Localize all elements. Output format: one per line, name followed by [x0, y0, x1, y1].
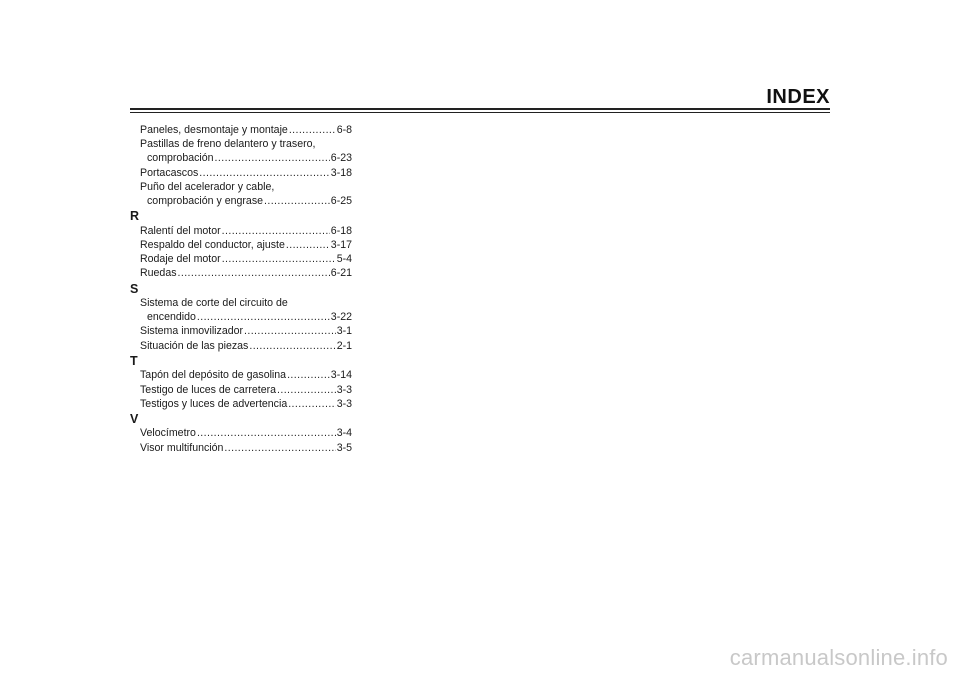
- index-entry: [130, 166, 352, 180]
- index-entry: [130, 296, 352, 324]
- entry-text: Pastillas de freno delantero y trasero,: [140, 138, 316, 151]
- dot-leader: [277, 383, 336, 397]
- index-entry: [130, 238, 352, 252]
- page-reference: 3-17: [330, 238, 352, 251]
- section-letter-s: S: [130, 281, 139, 296]
- entry-text: Ruedas: [140, 267, 177, 280]
- entry-text: encendido: [147, 311, 196, 324]
- entry-text: Visor multifunción: [140, 441, 224, 454]
- page-reference: 3-3: [336, 383, 352, 396]
- entry-text: Puño del acelerador y cable,: [140, 180, 275, 193]
- entry-text: comprobación y engrase: [147, 195, 264, 208]
- page-title: INDEX: [766, 86, 830, 108]
- entry-line: [140, 266, 352, 280]
- page-reference: 6-23: [330, 152, 352, 165]
- page-reference: 3-14: [330, 369, 352, 382]
- entry-text: Velocímetro: [140, 427, 196, 440]
- section-letter-r: R: [130, 209, 140, 224]
- index-entry: [130, 368, 352, 382]
- dot-leader: [244, 324, 336, 338]
- entry-text: Portacascos: [140, 166, 199, 179]
- index-column: [130, 123, 352, 455]
- index-entry: [130, 441, 352, 455]
- dot-leader: [288, 397, 335, 411]
- entry-text: Respaldo del conductor, ajuste: [140, 238, 285, 251]
- entry-text: Sistema de corte del circuito de: [140, 297, 288, 310]
- dot-leader: [286, 238, 330, 252]
- dot-leader: [215, 151, 330, 165]
- section-letter-t: T: [130, 353, 138, 368]
- entry-line: [140, 180, 352, 194]
- page-reference: 3-22: [330, 311, 352, 324]
- title-rule-thick: [130, 108, 830, 110]
- index-entry: [130, 339, 352, 353]
- entry-line: [140, 383, 352, 397]
- page-reference: 5-4: [336, 253, 352, 266]
- page-reference: 3-1: [336, 325, 352, 338]
- entry-continuation-line: [140, 194, 352, 208]
- page-reference: 3-4: [336, 427, 352, 440]
- dot-leader: [199, 166, 330, 180]
- entry-text: Paneles, desmontaje y montaje: [140, 124, 288, 136]
- dot-leader: [224, 441, 335, 455]
- entry-text: comprobación: [147, 152, 214, 165]
- entry-line: [140, 224, 352, 238]
- index-entry: [130, 324, 352, 338]
- entry-line: [140, 238, 352, 252]
- dot-leader: [197, 426, 336, 440]
- page-reference: 6-21: [330, 267, 352, 280]
- entry-line: [140, 339, 352, 353]
- entry-line: [140, 426, 352, 440]
- dot-leader: [178, 266, 330, 280]
- entry-line: [140, 324, 352, 338]
- page-reference: 3-18: [330, 166, 352, 179]
- dot-leader: [197, 310, 330, 324]
- entry-continuation-line: [140, 151, 352, 165]
- entry-line: [140, 441, 352, 455]
- entry-text: Sistema inmovilizador: [140, 325, 244, 338]
- page-reference: 3-5: [336, 441, 352, 454]
- entry-text: Situación de las piezas: [140, 339, 249, 352]
- page-reference: 2-1: [336, 339, 352, 352]
- entry-line: [140, 137, 352, 151]
- index-entry: [130, 266, 352, 280]
- watermark: carmanualsonline.info: [729, 645, 948, 670]
- entry-line: [140, 296, 352, 310]
- entry-continuation-line: [140, 310, 352, 324]
- index-entry: [130, 426, 352, 440]
- title-rule-thin: [130, 112, 830, 113]
- index-entry: [130, 123, 352, 137]
- dot-leader: [264, 194, 330, 208]
- entry-text: Testigos y luces de advertencia: [140, 397, 288, 410]
- entry-line: [140, 397, 352, 411]
- page-reference: 6-18: [330, 224, 352, 237]
- page-reference: 6-25: [330, 195, 352, 208]
- dot-leader: [249, 339, 335, 353]
- dot-leader: [287, 368, 330, 382]
- dot-leader: [289, 123, 336, 137]
- entry-line: [140, 252, 352, 266]
- section-letter-v: V: [130, 411, 139, 426]
- page-reference: 6-8: [336, 124, 352, 136]
- dot-leader: [222, 224, 330, 238]
- entry-text: Testigo de luces de carretera: [140, 383, 277, 396]
- entry-text: Tapón del depósito de gasolina: [140, 369, 287, 382]
- entry-line: [140, 166, 352, 180]
- index-entry: [130, 252, 352, 266]
- index-entry: [130, 137, 352, 165]
- entry-text: Rodaje del motor: [140, 253, 221, 266]
- entry-line: [140, 368, 352, 382]
- index-entry: [130, 383, 352, 397]
- page-reference: 3-3: [336, 397, 352, 410]
- entry-text: Ralentí del motor: [140, 224, 221, 237]
- index-entry: [130, 180, 352, 208]
- index-entry: [130, 397, 352, 411]
- dot-leader: [222, 252, 336, 266]
- index-entry: [130, 224, 352, 238]
- entry-line: [140, 123, 352, 137]
